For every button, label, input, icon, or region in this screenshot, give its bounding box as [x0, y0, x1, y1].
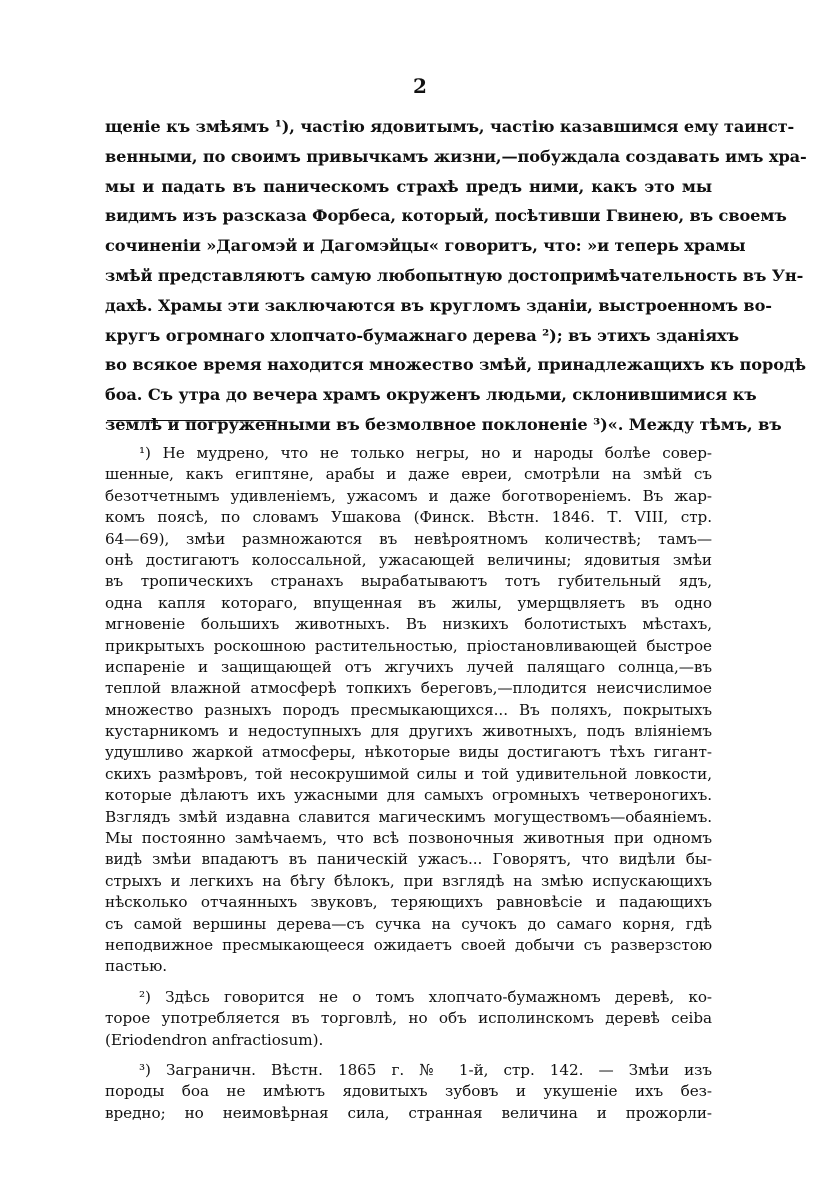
- main-text-line: щеніе къ змѣямъ ¹), частію ядовитымъ, частію казавшимся ему таинст-: [105, 117, 795, 136]
- footnote-2: [105, 987, 712, 1051]
- footnote-line: шенные, какъ египтяне, арабы и даже евреи, смотрѣли на змѣй съ: [105, 465, 712, 484]
- footnote-line: теплой влажной атмосферѣ топкихъ береговъ,—плодится неисчислимое: [105, 679, 712, 698]
- footnote-line: Мы постоянно замѣчаемъ, что всѣ позвоночныя животныя при одномъ: [105, 829, 712, 848]
- footnote-3: [105, 1060, 712, 1124]
- footnote-line: нѣсколько отчаянныхъ звуковъ, теряющихъ равновѣсіе и падающихъ: [105, 893, 712, 912]
- footnote-line: множество разныхъ породъ пресмыкающихся... Въ поляхъ, покрытыхъ: [105, 700, 712, 719]
- footnote-line: неподвижное пресмыкающееся ожидаетъ своей добычи съ разверзстою: [105, 935, 712, 954]
- footnote-line: (Eriodendron anfractiosum).: [105, 1030, 324, 1049]
- footnote-line: удушливо жаркой атмосферы, нѣкоторые виды достигаютъ тѣхъ гигант-: [105, 743, 712, 762]
- footnote-line: испареніе и защищающей отъ жгучихъ лучей палящаго солнца,—въ: [105, 657, 712, 676]
- main-text-line: боа. Съ утра до вечера храмъ окруженъ людьми, склонившимися къ: [105, 385, 757, 405]
- footnote-line: комъ поясѣ, по словамъ Ушакова (Финск. Вѣстн. 1846. Т. VIII, стр.: [105, 508, 712, 527]
- main-text-line: во всякое время находится множество змѣй, принадлежащихъ къ породѣ: [105, 355, 806, 375]
- footnote-line: породы боа не имѣютъ ядовитыхъ зубовъ и укушеніе ихъ без-: [105, 1082, 712, 1101]
- footnote-line: Взглядъ змѣй издавна славится магическимъ могуществомъ—обаяніемъ.: [105, 807, 712, 826]
- footnote-line: въ тропическихъ странахъ вырабатываютъ тотъ губительный ядъ,: [105, 572, 712, 591]
- footnote-line: безотчетнымъ удивленіемъ, ужасомъ и даже боготвореніемъ. Въ жар-: [105, 486, 712, 505]
- footnote-line: прикрытыхъ роскошною растительностью, пріостановливающей быстрое: [105, 636, 712, 655]
- main-text-line: кругъ огромнаго хлопчато-бумажнаго дерева ²); въ этихъ зданіяхъ: [105, 325, 739, 345]
- main-text: [105, 112, 807, 440]
- footnote-line: вредно; но неимовѣрная сила, странная величина и прожорли-: [105, 1103, 712, 1122]
- footnote-line: кустарникомъ и недоступныхъ для другихъ животныхъ, подъ вліяніемъ: [105, 722, 712, 741]
- main-text-line: землѣ и погруженными въ безмолвное поклоненіе ³)«. Между тѣмъ, въ: [105, 414, 782, 434]
- main-text-line: венными, по своимъ привычкамъ жизни,—побуждала создавать имъ хра-: [105, 146, 807, 166]
- footnotes: [105, 443, 712, 1133]
- main-text-line: дахѣ. Храмы эти заключаются въ кругломъ зданіи, выстроенномъ во-: [105, 295, 772, 315]
- footnote-line: скихъ размѣровъ, той несокрушимой силы и той удивительной ловкости,: [105, 764, 712, 783]
- footnote-line: мгновеніе большихъ животныхъ. Въ низкихъ болотистыхъ мѣстахъ,: [105, 615, 712, 634]
- footnote-line: пастью.: [105, 957, 168, 976]
- footnote-line: стрыхъ и легкихъ на бѣгу бѣлокъ, при взглядѣ на змѣю испускающихъ: [105, 871, 712, 890]
- main-text-line: змѣй представляютъ самую любопытную достопримѣчательность въ Ун-: [105, 265, 804, 285]
- footnote-line: ¹) Не мудрено, что не только негры, но и народы болѣе совер-: [139, 444, 712, 462]
- page-number: 2: [413, 74, 427, 98]
- footnote-line: ³) Заграничн. Вѣстн. 1865 г. № 1-й, стр. 142. — Змѣи изъ: [139, 1060, 712, 1079]
- main-text-line: видимъ изъ разсказа Форбеса, который, посѣтивши Гвинею, въ своемъ: [105, 206, 787, 226]
- footnote-line: которые дѣлаютъ ихъ ужасными для самыхъ огромныхъ четвероногихъ.: [105, 786, 712, 805]
- footnote-line: торое употребляется въ торговлѣ, но объ исполинскомъ деревѣ ceiba: [105, 1009, 712, 1028]
- footnote-line: онѣ достигаютъ колоссальной, ужасающей величины; ядовитыя змѣи: [105, 550, 712, 569]
- footnote-line: 64—69), змѣи размножаются въ невѣроятномъ количествѣ; тамъ—: [105, 529, 712, 548]
- main-text-line: сочиненіи »Дагомэй и Дагомэйцы« говоритъ, что: »и теперь храмы: [105, 236, 746, 256]
- footnote-line: ²) Здѣсь говорится не о томъ хлопчато-бумажномъ деревѣ, ко-: [139, 987, 712, 1006]
- footnote-line: одна капля котораго, впущенная въ жилы, умерщвляетъ въ одно: [105, 593, 712, 612]
- footnote-line: видѣ змѣи впадаютъ въ паническій ужасъ... Говорятъ, что видѣли бы-: [105, 850, 712, 869]
- footnote-1: [105, 443, 712, 978]
- footnote-line: съ самой вершины дерева—съ сучка на сучокъ до самаго корня, гдѣ: [105, 914, 712, 933]
- main-text-line: мы и падать въ паническомъ страхѣ предъ ними, какъ это мы: [105, 176, 712, 196]
- footnote-separator: [107, 420, 277, 421]
